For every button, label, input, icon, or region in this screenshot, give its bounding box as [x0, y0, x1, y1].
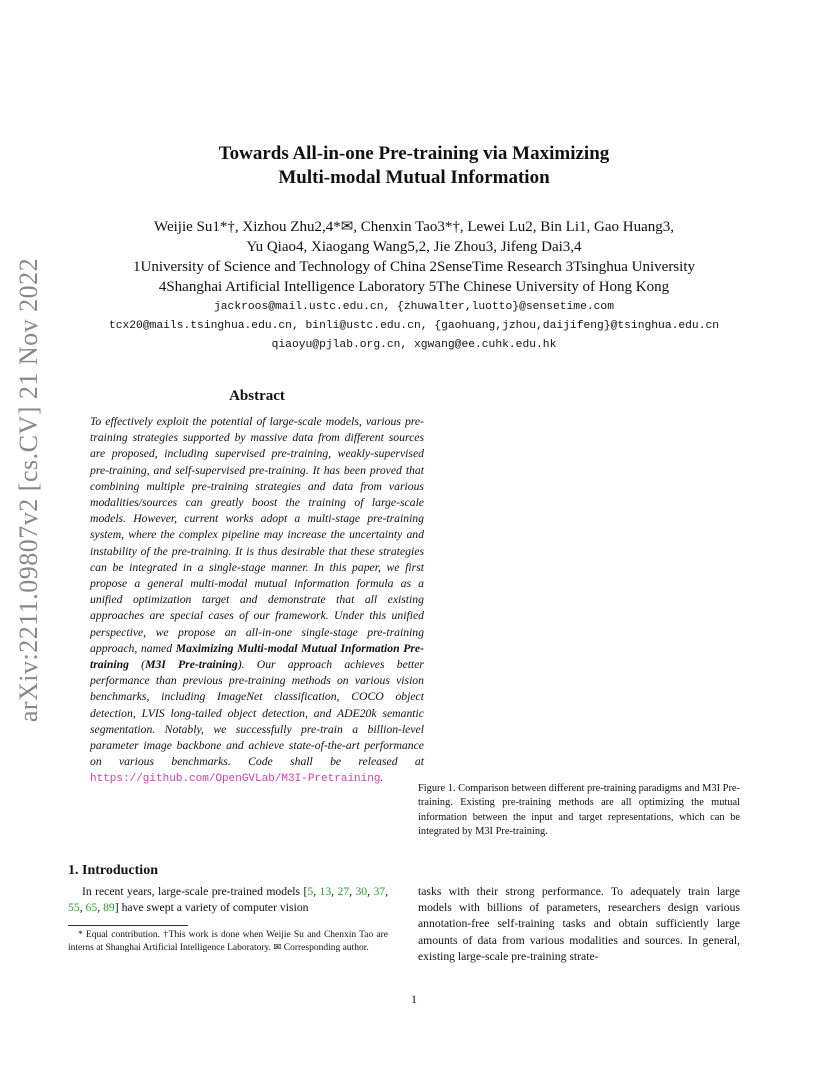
citation-link[interactable]: 13	[319, 885, 332, 898]
affiliations: 1University of Science and Technology of China 2SenseTime Research 3Tsinghua University 4Shanghai Artificial Intelligence Laboratory 5The Chinese University of Hong Kong	[133, 259, 695, 295]
author-emails: jackroos@mail.ustc.edu.cn, {zhuwalter,luotto}@sensetime.com tcx20@mails.tsinghua.edu.cn, binli@ustc.edu.cn, {gaohuang,jzhou,daijifeng}@tsinghua.edu.cn qiaoyu@pjlab.org.cn, xgwang@ee.cuhk.edu.hk	[108, 301, 720, 351]
citation-link[interactable]: 5	[307, 885, 314, 898]
citation-link[interactable]: 89	[103, 901, 115, 915]
arxiv-identifier: arXiv:2211.09807v2 [cs.CV] 21 Nov 2022	[14, 257, 43, 723]
author-list: Weijie Su1*†, Xizhou Zhu2,4*✉, Chenxin Tao3*†, Lewei Lu2, Bin Li1, Gao Huang3, Yu Qiao4, Xiaogang Wang5,2, Jie Zhou3, Jifeng Dai3,4	[154, 219, 674, 255]
abstract-heading: Abstract	[229, 388, 285, 404]
footnote: * Equal contribution. †This work is done when Weijie Su and Chenxin Tao are interns at Shanghai Artificial Intelligence Laboratory. ✉ Corresponding author.	[68, 930, 388, 953]
footnote-divider	[68, 925, 188, 926]
method-name: Maximizing Multi-modal Mutual Information Pre-training	[90, 641, 424, 672]
citation-link[interactable]: 27	[337, 885, 350, 898]
method-short-name: M3I Pre-training	[145, 658, 238, 672]
citation-link[interactable]: 30	[355, 885, 368, 898]
section-heading-introduction: 1. Introduction	[68, 863, 158, 878]
citation-link[interactable]: 55	[68, 901, 80, 915]
intro-paragraph: In recent years, large-scale pre-trained models [5, 13, 27, 30, 37, 55, 65, 89] have swept a variety of computer vision	[68, 885, 389, 915]
code-link[interactable]: https://github.com/OpenGVLab/M3I-Pretraining	[90, 773, 381, 786]
citation-link[interactable]: 65	[85, 901, 98, 915]
right-column-text: tasks with their strong performance. To adequately train large models with billions of parameters, researchers design various annotation-free self-training tasks and obtain sufficiently large amounts of data from various modalities and sources. In general, existing large-scale pre-training strate-	[418, 885, 740, 963]
figure-1	[417, 387, 741, 811]
citation-link[interactable]: 37	[373, 885, 386, 898]
figure-caption: Figure 1. Comparison between different pre-training paradigms and M3I Pre-training. Existing pre-training methods are all optimizing the mutual information between the input and target representations, which can be integrated by M3I Pre-training.	[418, 783, 740, 837]
abstract-body: To effectively exploit the potential of large-scale models, various pre-training strategies supported by massive data from different sources are proposed, including supervised pre-training, weakly-supervised pre-training, and self-supervised pre-training. It has been proved that combining multiple pre-training strategies and data from various modalities/sources can greatly boost the training of large-scale models. However, current works adopt a multi-stage pre-training system, where the complex pipeline may increase the uncertainty and instability of the pre-training. It is thus desirable that these strategies can be integrated in a single-stage manner. In this paper, we first propose a general multi-modal mutual information formula as a unified optimization target and demonstrate that all existing approaches are special cases of our framework. Under this unified perspective, we propose an all-in-one single-stage pre-training approach, named Maximizing Multi-modal Mutual Information Pre-training (M3I Pre-training). Our approach achieves better performance than previous pre-training methods on various vision benchmarks, including ImageNet classification, COCO object detection, LVIS long-tailed object detection, and ADE20k semantic segmentation. Notably, we successfully pre-train a billion-level parameter image backbone and achieve state-of-the-art performance on various benchmarks. Code shall be released at https://github.com/OpenGVLab/M3I-Pretraining.	[90, 415, 424, 786]
page-number: 1	[411, 992, 417, 1006]
paper-title: Towards All-in-one Pre-training via Maximizing Multi-modal Mutual Information	[218, 143, 610, 188]
